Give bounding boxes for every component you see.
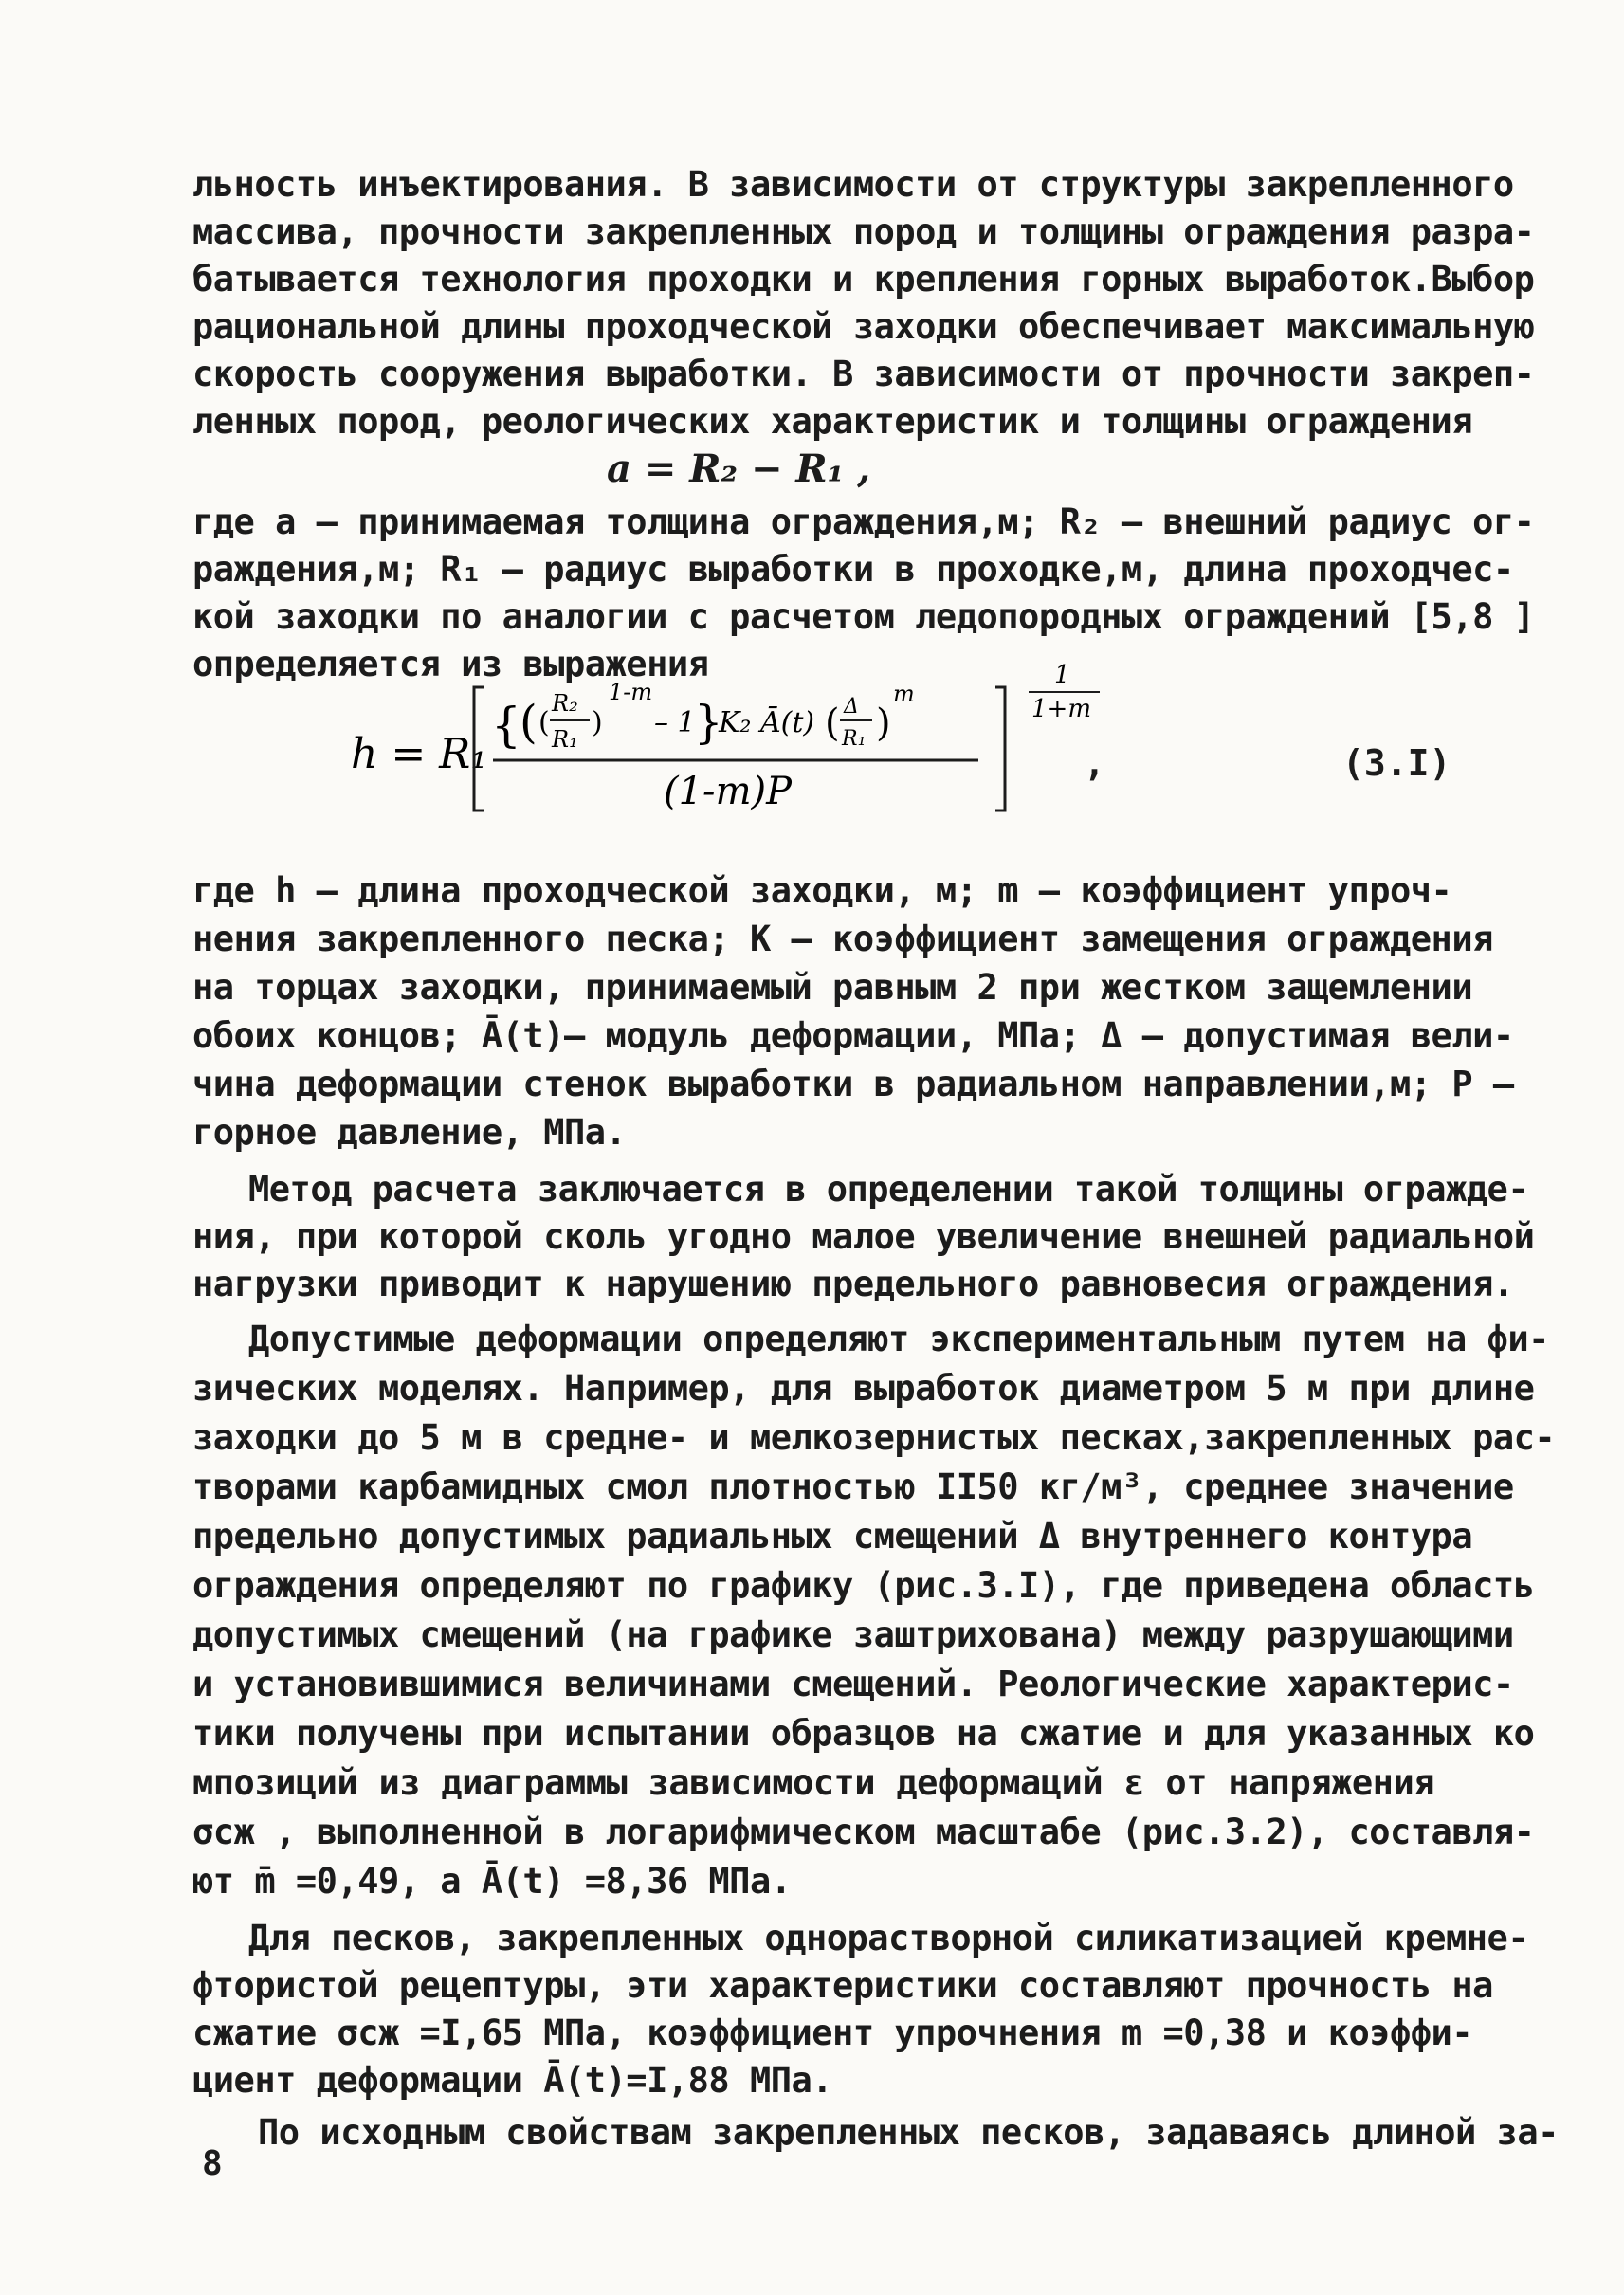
outer-numerator: 1	[1054, 661, 1070, 689]
right-bracket	[995, 687, 1005, 811]
text-line: предельно допустимых радиальных смещений Δ внутреннего контура	[192, 1516, 1473, 1557]
r2-label: R₂	[552, 690, 578, 717]
text-line: зических моделях. Например, для выработок диаметром 5 м при длине	[192, 1368, 1535, 1409]
text-line: σсж , выполненной в логарифмическом масштабе (рис.3.2), составля-	[192, 1812, 1535, 1852]
exponent: 1-m	[609, 679, 653, 705]
text-line: определяется из выражения	[192, 644, 709, 684]
text-line: кой заходки по аналогии с расчетом ледопородных ограждений [5,8 ]	[192, 596, 1535, 637]
text-line: где a – принимаемая толщина ограждения,м; R₂ – внешний радиус ог-	[192, 501, 1535, 542]
text-line: творами карбамидных смол плотностью II50 кг/м³, среднее значение	[192, 1466, 1514, 1507]
paren-inner-close: )	[592, 706, 603, 739]
paren-open: (	[520, 696, 538, 749]
text-line: Для песков, закрепленных однорастворной силикатизацией кремне-	[248, 1918, 1529, 1958]
text-line: обоих концов; Ā(t)– модуль деформации, МПа; Δ – допустимая вели-	[192, 1015, 1514, 1056]
text-line: ограждения определяют по графику (рис.3.I), где приведена область	[192, 1565, 1535, 1606]
text-line: ют m̄ =0,49, а Ā(t) =8,36 МПа.	[192, 1861, 792, 1902]
text-line: По исходным свойствам закрепленных песков, задаваясь длиной за-	[258, 2112, 1559, 2153]
formula-comma: ,	[1084, 742, 1105, 784]
paren-inner-open: (	[538, 706, 550, 739]
a-label: Ā(t)	[760, 706, 815, 739]
text-line: Метод расчета заключается в определении такой толщины огражде-	[248, 1169, 1529, 1210]
text-line: массива, прочности закрепленных пород и толщины ограждения разра-	[192, 211, 1535, 252]
text-line: раждения,м; R₁ – радиус выработки в проходке,м, длина проходчес-	[192, 549, 1514, 590]
denominator: (1-m)P	[664, 770, 793, 813]
paren-delta-close: )	[876, 701, 891, 745]
text-line: Допустимые деформации определяют экспериментальным путем на фи-	[248, 1319, 1549, 1359]
text-line: ленных пород, реологических характеристик и толщины ограждения	[192, 401, 1473, 442]
text-line: ния, при которой сколь угодно малое увеличение внешней радиальной	[192, 1216, 1535, 1257]
text-line: на торцах заходки, принимаемый равным 2 при жестком защемлении	[192, 967, 1473, 1008]
text-line: чина деформации стенок выработки в радиальном направлении,м; P –	[192, 1064, 1514, 1104]
text-line: где h – длина проходческой заходки, м; m – коэффициент упроч-	[192, 870, 1452, 911]
r1-label: R₁	[552, 726, 578, 753]
text-line: горное давление, МПа.	[192, 1112, 627, 1153]
text-line: нения закрепленного песка; K – коэффициент замещения ограждения	[192, 919, 1493, 959]
text-line: тики получены при испытании образцов на сжатие и для указанных ко	[192, 1713, 1535, 1754]
text-line: скорость сооружения выработки. В зависимости от прочности закреп-	[192, 354, 1535, 394]
text-line: сжатие σсж =I,65 МПа, коэффициент упрочнения m =0,38 и коэффи-	[192, 2013, 1473, 2053]
text-line: льность инъектирования. В зависимости от структуры закрепленного	[192, 164, 1514, 205]
equation-number: (3.I)	[1342, 742, 1451, 784]
text-line: циент деформации Ā(t)=I,88 МПа.	[192, 2060, 833, 2101]
text-line: фтористой рецептуры, эти характеристики составляют прочность на	[192, 1965, 1493, 2006]
formula-3-1	[341, 654, 1195, 825]
equation-thickness: a = R₂ − R₁ ,	[607, 446, 871, 491]
delta-label: Δ	[844, 695, 859, 719]
text-line: нагрузки приводит к нарушению предельного равновесия ограждения.	[192, 1264, 1514, 1304]
delta-r1-label: R₁	[842, 727, 867, 751]
k2-label: K₂	[719, 706, 752, 739]
brace-open: {	[491, 698, 521, 753]
text-line: рациональной длины проходческой заходки обеспечивает максимальную	[192, 306, 1535, 347]
m-exponent: m	[893, 681, 915, 707]
text-line: заходки до 5 м в средне- и мелкозернистых песках,закрепленных рас-	[192, 1417, 1556, 1458]
text-line: мпозиций из диаграммы зависимости деформаций ε от напряжения	[192, 1762, 1434, 1803]
minus-one: – 1	[654, 706, 696, 739]
page-number: 8	[202, 2144, 223, 2183]
text-line: батывается технология проходки и крепления горных выработок.Выбор	[192, 259, 1535, 300]
text-line: и установившимися величинами смещений. Реологические характерис-	[192, 1664, 1514, 1704]
outer-denominator: 1+m	[1031, 695, 1091, 723]
paren-close: }	[694, 696, 723, 749]
text-line: допустимых смещений (на графике заштрихована) между разрушающими	[192, 1614, 1514, 1655]
formula-lhs: h = R₁	[351, 730, 487, 778]
paren-delta-open: (	[825, 701, 840, 745]
